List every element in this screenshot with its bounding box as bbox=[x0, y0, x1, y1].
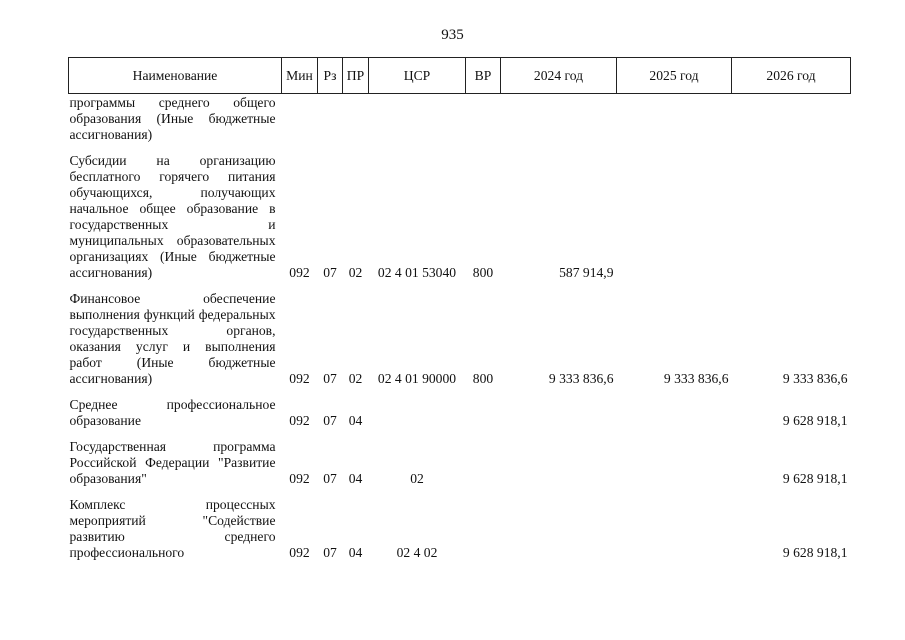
table-header-row bbox=[69, 58, 851, 94]
row-min: 092 bbox=[289, 413, 310, 428]
budget-table bbox=[68, 57, 851, 567]
row-2024 bbox=[501, 393, 617, 435]
row-rz bbox=[318, 94, 343, 150]
table-row bbox=[69, 149, 851, 287]
row-2024 bbox=[501, 493, 617, 567]
row-min bbox=[282, 94, 318, 150]
row-2026 bbox=[732, 94, 851, 150]
row-pr: 04 bbox=[348, 413, 363, 428]
row-2024 bbox=[501, 94, 617, 150]
row-2026 bbox=[732, 149, 851, 287]
table-row bbox=[69, 393, 851, 435]
row-csr: 02 4 01 53040 bbox=[377, 265, 457, 280]
table-row bbox=[69, 287, 851, 393]
row-2025 bbox=[617, 149, 732, 287]
table-row bbox=[69, 94, 851, 150]
row-name: Субсидии на организацию бесплатного горячего питания обучающихся, получающих начальное общее образование в государственных и муниципальных образовательных организациях (Иные бюджетные ассигнования) bbox=[69, 153, 276, 280]
row-2026: 9 628 918,1 bbox=[782, 471, 848, 486]
page-number: 935 bbox=[441, 27, 464, 43]
row-name: Финансовое обеспечение выполнения функций федеральных государственных органов, оказания услуг и выполнения работ (Иные бюджетные ассигнования) bbox=[69, 291, 276, 386]
row-2024 bbox=[501, 435, 617, 493]
row-name: Среднее профессиональное образование bbox=[69, 397, 276, 428]
row-2024: 587 914,9 bbox=[559, 265, 614, 280]
row-pr: 04 bbox=[348, 471, 363, 486]
header-csr: ЦСР bbox=[369, 58, 466, 94]
row-2026: 9 628 918,1 bbox=[782, 413, 848, 428]
table-row bbox=[69, 493, 851, 567]
row-2025: 9 333 836,6 bbox=[663, 371, 729, 386]
row-min: 092 bbox=[289, 545, 310, 560]
row-pr: 02 bbox=[348, 371, 363, 386]
header-rz: Рз bbox=[318, 58, 343, 94]
row-2025 bbox=[617, 393, 732, 435]
header-name: Наименование bbox=[69, 58, 282, 94]
row-pr: 02 bbox=[348, 265, 363, 280]
row-pr bbox=[343, 94, 369, 150]
row-rz: 07 bbox=[323, 471, 337, 486]
row-2024: 9 333 836,6 bbox=[548, 371, 614, 386]
row-2026: 9 333 836,6 bbox=[782, 371, 848, 386]
row-name: Комплекс процессных мероприятий "Содействие развитию среднего профессионального bbox=[69, 497, 276, 560]
row-2025 bbox=[617, 94, 732, 150]
row-2026: 9 628 918,1 bbox=[782, 545, 848, 560]
header-vr: ВР bbox=[466, 58, 501, 94]
row-rz: 07 bbox=[323, 545, 337, 560]
header-2024: 2024 год bbox=[501, 58, 617, 94]
row-min: 092 bbox=[289, 265, 310, 280]
row-rz: 07 bbox=[323, 265, 337, 280]
row-vr: 800 bbox=[472, 371, 494, 386]
row-vr bbox=[466, 94, 501, 150]
row-csr: 02 4 02 bbox=[396, 545, 438, 560]
header-min: Мин bbox=[282, 58, 318, 94]
row-min: 092 bbox=[289, 471, 310, 486]
table-row bbox=[69, 435, 851, 493]
row-csr: 02 4 01 90000 bbox=[377, 371, 457, 386]
header-2025: 2025 год bbox=[617, 58, 732, 94]
row-vr bbox=[466, 493, 501, 567]
row-pr: 04 bbox=[348, 545, 363, 560]
row-2025 bbox=[617, 435, 732, 493]
header-2026: 2026 год bbox=[732, 58, 851, 94]
row-vr: 800 bbox=[472, 265, 494, 280]
row-rz: 07 bbox=[323, 371, 337, 386]
row-name: Государственная программа Российской Федерации "Развитие образования" bbox=[69, 439, 276, 486]
row-min: 092 bbox=[289, 371, 310, 386]
row-vr bbox=[466, 393, 501, 435]
row-name: программы среднего общего образования (Иные бюджетные ассигнования) bbox=[69, 95, 276, 142]
row-rz: 07 bbox=[323, 413, 337, 428]
row-vr bbox=[466, 435, 501, 493]
header-pr: ПР bbox=[343, 58, 369, 94]
row-csr bbox=[369, 393, 466, 435]
row-csr bbox=[369, 94, 466, 150]
row-2025 bbox=[617, 493, 732, 567]
row-csr: 02 bbox=[410, 471, 424, 486]
